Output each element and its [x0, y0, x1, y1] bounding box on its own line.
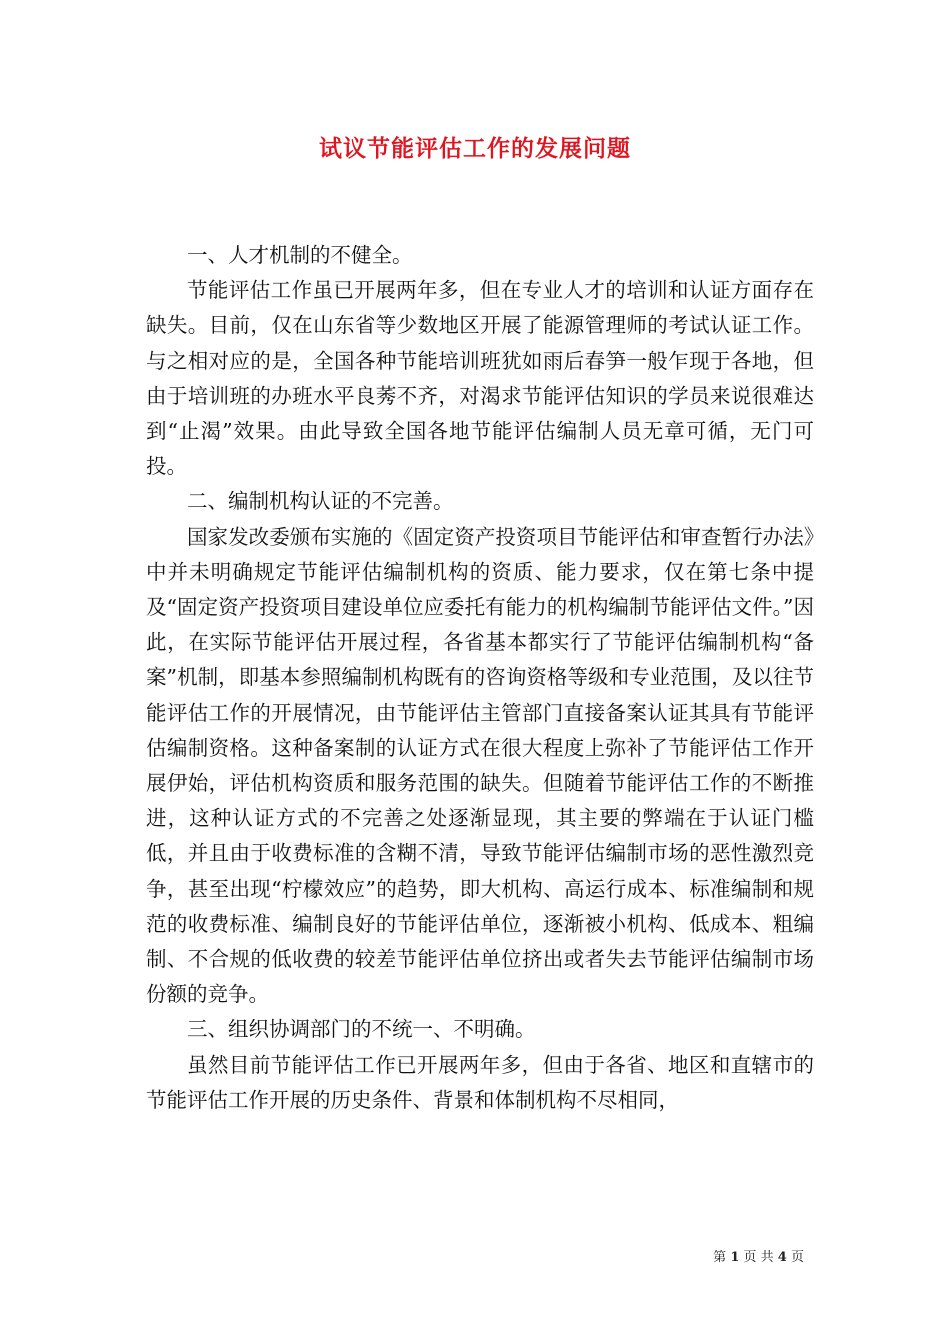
paragraph-2: 国家发改委颁布实施的《固定资产投资项目节能评估和审查暂行办法》中并未明确规定节能评估编制机构的资质、能力要求，仅在第七条中提及“固定资产投资项目建设单位应委托有能力的机构编制节能评估文件。”因此，在实际节能评估开展过程，各省基本都实行了节能评估编制机构“备案”机制，即基本参照编制机构既有的咨询资格等级和专业范围，及以往节能评估工作的开展情况，由节能评估主管部门直接备案认证其具有节能评估编制资格。这种备案制的认证方式在很大程度上弥补了节能评估工作开展伊始，评估机构资质和服务范围的缺失。但随着节能评估工作的不断推进，这种认证方式的不完善之处逐渐显现，其主要的弊端在于认证门槛低，并且由于收费标准的含糊不清，导致节能评估编制市场的恶性激烈竞争，甚至出现“柠檬效应”的趋势，即大机构、高运行成本、标准编制和规范的收费标准、编制良好的节能评估单位，逐渐被小机构、低成本、粗编制、不合规的低收费的较差节能评估单位挤出或者失去节能评估编制市场份额的竞争。	[146, 524, 814, 1007]
section-heading-3: 三、组织协调部门的不统一、不明确。	[187, 1017, 536, 1042]
footer-middle: 页 共	[743, 1250, 774, 1265]
section-heading-1: 一、人才机制的不健全。	[187, 243, 413, 267]
footer-prefix: 第	[713, 1250, 727, 1265]
paragraph-1: 节能评估工作虽已开展两年多，但在专业人才的培训和认证方面存在缺失。目前，仅在山东省等少数地区开展了能源管理师的考试认证工作。与之相对应的是，全国各种节能培训班犹如雨后春笋一般乍现于各地，但由于培训班的办班水平良莠不齐，对渴求节能评估知识的学员来说很难达到“止渴”效果。由此导致全国各地节能评估编制人员无章可循，无门可投。	[146, 278, 814, 479]
paragraph-3: 虽然目前节能评估工作已开展两年多，但由于各省、地区和直辖市的节能评估工作开展的历史条件、背景和体制机构不尽相同，	[146, 1052, 814, 1112]
document-title: 试议节能评估工作的发展问题	[319, 135, 631, 162]
page-number-footer	[713, 1249, 804, 1267]
footer-suffix: 页	[790, 1250, 804, 1265]
footer-total-pages: 4	[777, 1250, 787, 1265]
footer-current-page: 1	[730, 1250, 740, 1265]
document-body	[146, 238, 814, 1118]
section-heading-2: 二、编制机构认证的不完善。	[187, 489, 454, 514]
